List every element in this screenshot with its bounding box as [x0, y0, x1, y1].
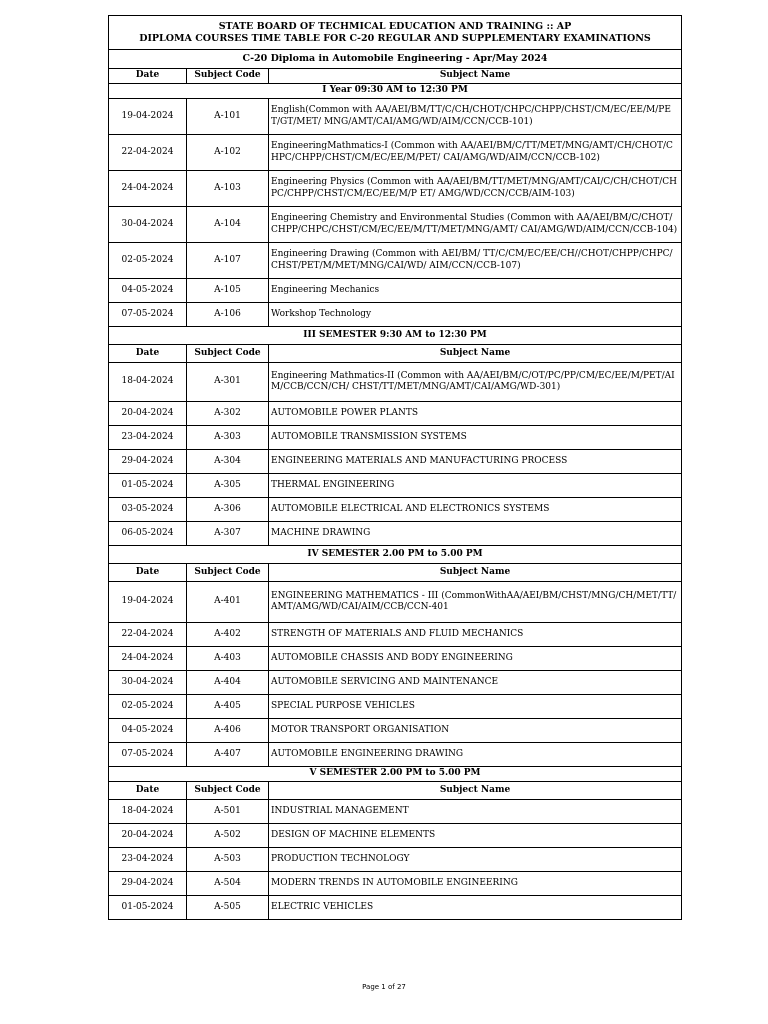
exam-date: 02-05-2024 [109, 695, 187, 719]
section-header-row [109, 84, 682, 99]
subject-name: ENGINEERING MATERIALS AND MANUFACTURING PROCESS [269, 450, 682, 474]
course-title-row [109, 50, 682, 69]
subject-name: PRODUCTION TECHNOLOGY [269, 848, 682, 872]
subject-code: A-304 [187, 450, 269, 474]
table-row [109, 402, 682, 426]
subject-code: A-402 [187, 623, 269, 647]
date-column-header: Date [109, 345, 187, 363]
exam-date: 29-04-2024 [109, 872, 187, 896]
subject-name: Engineering Physics (Common with AA/AEI/BM/TT/MET/MNG/AMT/CAI/C/CH/CHOT/CHPC/CHPP/CHST/CM/EC/EE/M/P ET/ AMG/WD/CCN/CCB/AIM-103) [269, 171, 682, 207]
exam-date: 03-05-2024 [109, 498, 187, 522]
subject-code: A-307 [187, 522, 269, 546]
table-row [109, 171, 682, 207]
subject-name: AUTOMOBILE ELECTRICAL AND ELECTRONICS SYSTEMS [269, 498, 682, 522]
table-row [109, 363, 682, 402]
subject-code: A-404 [187, 671, 269, 695]
table-row [109, 99, 682, 135]
exam-date: 20-04-2024 [109, 402, 187, 426]
table-row [109, 743, 682, 767]
subject-name: STRENGTH OF MATERIALS AND FLUID MECHANICS [269, 623, 682, 647]
column-header-row [109, 69, 682, 84]
section-header-row [109, 546, 682, 564]
exam-date: 23-04-2024 [109, 426, 187, 450]
exam-date: 20-04-2024 [109, 824, 187, 848]
table-row [109, 474, 682, 498]
subject-name: AUTOMOBILE CHASSIS AND BODY ENGINEERING [269, 647, 682, 671]
subject-code: A-106 [187, 303, 269, 327]
subject-name: Workshop Technology [269, 303, 682, 327]
exam-date: 19-04-2024 [109, 582, 187, 623]
exam-date: 01-05-2024 [109, 896, 187, 920]
subject-name: SPECIAL PURPOSE VEHICLES [269, 695, 682, 719]
subject-code: A-502 [187, 824, 269, 848]
exam-date: 07-05-2024 [109, 303, 187, 327]
subject-name: AUTOMOBILE ENGINEERING DRAWING [269, 743, 682, 767]
section-header-row [109, 327, 682, 345]
subject-name: Engineering Drawing (Common with AEI/BM/ TT/C/CM/EC/EE/CH//CHOT/CHPP/CHPC/CHST/PET/M/MET/MNG/CAI/WD/ AIM/CCN/CCB-107) [269, 243, 682, 279]
subject-code: A-102 [187, 135, 269, 171]
subject-name: ENGINEERING MATHEMATICS - III (CommonWithAA/AEI/BM/CHST/MNG/CH/MET/TT/AMT/AMG/WD/CAI/AIM/CCB/CCN-401 [269, 582, 682, 623]
subject-name: EngineeringMathmatics-I (Common with AA/AEI/BM/C/TT/MET/MNG/AMT/CH/CHOT/CHPC/CHPP/CHST/CM/EC/EE/M/PET/ CAI/AMG/WD/AIM/CCN/CCB-102) [269, 135, 682, 171]
exam-date: 06-05-2024 [109, 522, 187, 546]
course-title: C-20 Diploma in Automobile Engineering - Apr/May 2024 [109, 50, 682, 69]
table-row [109, 450, 682, 474]
board-title-line2: DIPLOMA COURSES TIME TABLE FOR C-20 REGULAR AND SUPPLEMENTARY EXAMINATIONS [139, 32, 651, 44]
subject-code: A-101 [187, 99, 269, 135]
section-title: V SEMESTER 2.00 PM to 5.00 PM [109, 767, 682, 782]
name-column-header: Subject Name [269, 782, 682, 800]
subject-code: A-505 [187, 896, 269, 920]
exam-date: 01-05-2024 [109, 474, 187, 498]
subject-name: Engineering Mathmatics-II (Common with AA/AEI/BM/C/OT/PC/PP/CM/EC/EE/M/PET/AIM/CCB/CCN/CH/ CHST/TT/MET/MNG/AMT/CAI/AMG/WD-301) [269, 363, 682, 402]
table-row [109, 824, 682, 848]
subject-name: AUTOMOBILE POWER PLANTS [269, 402, 682, 426]
subject-name: Engineering Chemistry and Environmental Studies (Common with AA/AEI/BM/C/CHOT/CHPP/CHPC/CHST/CM/EC/EE/M/TT/MET/MNG/AMT/ CAI/AMG/WD/AIM/CCN/CCB-104) [269, 207, 682, 243]
subject-code: A-406 [187, 719, 269, 743]
table-row [109, 896, 682, 920]
subject-code: A-504 [187, 872, 269, 896]
subject-code: A-305 [187, 474, 269, 498]
exam-date: 04-05-2024 [109, 719, 187, 743]
section-title: I Year 09:30 AM to 12:30 PM [109, 84, 682, 99]
subject-name: ELECTRIC VEHICLES [269, 896, 682, 920]
table-row [109, 498, 682, 522]
subject-name: THERMAL ENGINEERING [269, 474, 682, 498]
name-column-header: Subject Name [269, 564, 682, 582]
table-row [109, 426, 682, 450]
section-title: IV SEMESTER 2.00 PM to 5.00 PM [109, 546, 682, 564]
subject-code: A-405 [187, 695, 269, 719]
subject-name: INDUSTRIAL MANAGEMENT [269, 800, 682, 824]
section-header-row [109, 767, 682, 782]
subject-name: AUTOMOBILE SERVICING AND MAINTENANCE [269, 671, 682, 695]
exam-date: 07-05-2024 [109, 743, 187, 767]
column-header-row [109, 564, 682, 582]
code-column-header: Subject Code [187, 69, 269, 84]
subject-name: MODERN TRENDS IN AUTOMOBILE ENGINEERING [269, 872, 682, 896]
subject-code: A-301 [187, 363, 269, 402]
subject-name: Engineering Mechanics [269, 279, 682, 303]
table-row [109, 279, 682, 303]
subject-code: A-503 [187, 848, 269, 872]
code-column-header: Subject Code [187, 782, 269, 800]
table-row [109, 695, 682, 719]
page-number: Page 1 of 27 [362, 983, 406, 991]
table-row [109, 303, 682, 327]
subject-code: A-306 [187, 498, 269, 522]
exam-date: 29-04-2024 [109, 450, 187, 474]
exam-date: 22-04-2024 [109, 135, 187, 171]
subject-code: A-403 [187, 647, 269, 671]
exam-date: 18-04-2024 [109, 363, 187, 402]
subject-name: MOTOR TRANSPORT ORGANISATION [269, 719, 682, 743]
board-title-row [109, 16, 682, 50]
exam-date: 30-04-2024 [109, 671, 187, 695]
section-title: III SEMESTER 9:30 AM to 12:30 PM [109, 327, 682, 345]
table-row [109, 623, 682, 647]
table-row [109, 135, 682, 171]
code-column-header: Subject Code [187, 345, 269, 363]
date-column-header: Date [109, 564, 187, 582]
exam-date: 04-05-2024 [109, 279, 187, 303]
date-column-header: Date [109, 782, 187, 800]
subject-name: DESIGN OF MACHINE ELEMENTS [269, 824, 682, 848]
board-title [109, 16, 682, 50]
exam-date: 23-04-2024 [109, 848, 187, 872]
table-row [109, 800, 682, 824]
exam-date: 30-04-2024 [109, 207, 187, 243]
subject-name: MACHINE DRAWING [269, 522, 682, 546]
subject-code: A-501 [187, 800, 269, 824]
table-row [109, 522, 682, 546]
subject-code: A-107 [187, 243, 269, 279]
code-column-header: Subject Code [187, 564, 269, 582]
name-column-header: Subject Name [269, 69, 682, 84]
date-column-header: Date [109, 69, 187, 84]
table-row [109, 647, 682, 671]
exam-date: 02-05-2024 [109, 243, 187, 279]
exam-date: 24-04-2024 [109, 171, 187, 207]
exam-date: 22-04-2024 [109, 623, 187, 647]
table-row [109, 207, 682, 243]
subject-code: A-103 [187, 171, 269, 207]
subject-code: A-407 [187, 743, 269, 767]
exam-date: 19-04-2024 [109, 99, 187, 135]
table-row [109, 582, 682, 623]
subject-code: A-302 [187, 402, 269, 426]
table-row [109, 243, 682, 279]
name-column-header: Subject Name [269, 345, 682, 363]
board-title-line1: STATE BOARD OF TECHMICAL EDUCATION AND TRAINING :: AP [218, 21, 572, 32]
subject-code: A-401 [187, 582, 269, 623]
timetable [108, 15, 682, 920]
subject-name: English(Common with AA/AEI/BM/TT/C/CH/CHOT/CHPC/CHPP/CHST/CM/EC/EE/M/PET/GT/MET/ MNG/AMT/CAI/AMG/WD/AIM/CCN/CCB-101) [269, 99, 682, 135]
subject-name: AUTOMOBILE TRANSMISSION SYSTEMS [269, 426, 682, 450]
subject-code: A-105 [187, 279, 269, 303]
table-row [109, 872, 682, 896]
table-row [109, 848, 682, 872]
column-header-row [109, 782, 682, 800]
column-header-row [109, 345, 682, 363]
exam-date: 18-04-2024 [109, 800, 187, 824]
subject-code: A-104 [187, 207, 269, 243]
table-row [109, 671, 682, 695]
table-row [109, 719, 682, 743]
subject-code: A-303 [187, 426, 269, 450]
exam-date: 24-04-2024 [109, 647, 187, 671]
